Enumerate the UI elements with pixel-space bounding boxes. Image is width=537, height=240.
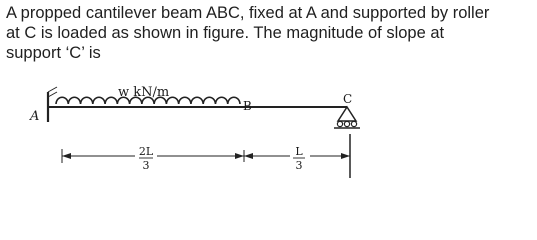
- span-ab-denominator: 3: [142, 159, 150, 172]
- fixed-support: [48, 87, 57, 122]
- span-bc-denominator: 3: [295, 159, 303, 172]
- label-point-c: C: [343, 92, 353, 106]
- label-point-a: A: [30, 109, 40, 124]
- label-point-b: B: [243, 99, 252, 113]
- load-label: w kN/m: [118, 85, 170, 100]
- roller-support: [334, 107, 360, 128]
- question-line-1: A propped cantilever beam ABC, fixed at A and supported by roller: [6, 4, 490, 22]
- span-bc-numerator: L: [295, 145, 303, 158]
- question-line-3: support ‘C’ is: [6, 44, 101, 62]
- question-line-2: at C is loaded as shown in figure. The magnitude of slope at: [6, 24, 445, 42]
- span-ab-numerator: 2L: [138, 145, 154, 158]
